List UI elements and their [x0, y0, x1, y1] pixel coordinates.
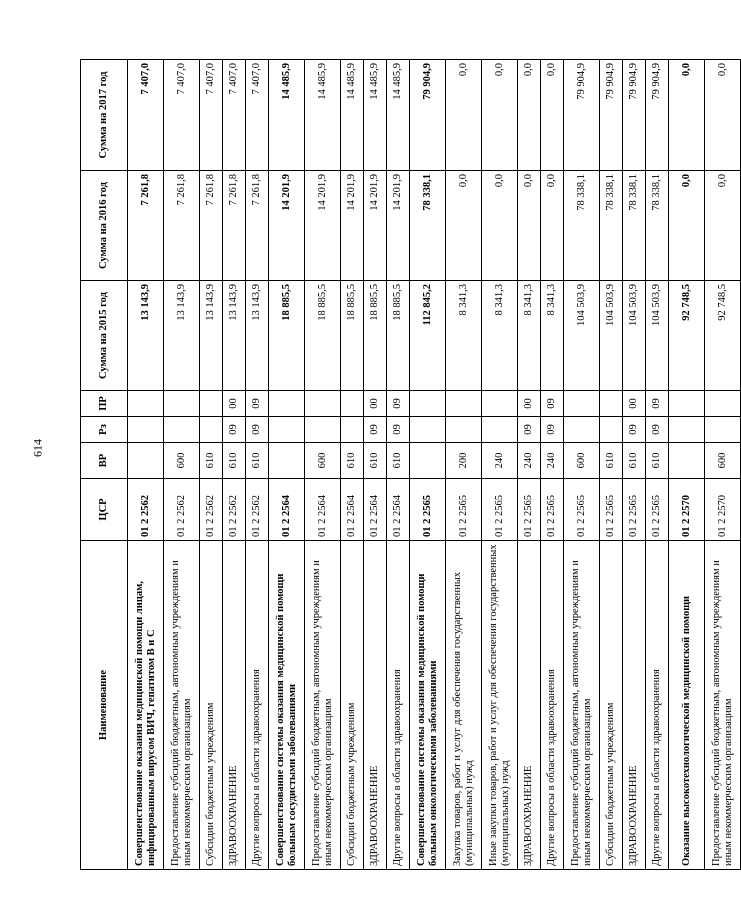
cell-pr: 00 — [223, 391, 246, 417]
cell-pr — [200, 391, 223, 417]
cell-sum-2017: 0,0 — [446, 60, 482, 171]
cell-pr — [564, 391, 600, 417]
cell-vr — [669, 443, 705, 479]
cell-sum-2017: 14 485,9 — [387, 60, 410, 171]
table-row — [387, 60, 410, 870]
table-row — [128, 60, 164, 870]
cell-vr: 600 — [305, 443, 341, 479]
cell-rz: 09 — [364, 417, 387, 443]
cell-name: Закупка товаров, работ и услуг для обеспечения государственных (муниципальных) нужд — [446, 541, 482, 870]
cell-pr — [669, 391, 705, 417]
cell-rz: 09 — [541, 417, 564, 443]
cell-rz — [200, 417, 223, 443]
cell-vr: 610 — [223, 443, 246, 479]
cell-pr: 09 — [541, 391, 564, 417]
cell-vr: 240 — [482, 443, 518, 479]
table-row — [600, 60, 623, 870]
cell-sum-2016: 0,0 — [705, 171, 741, 281]
cell-rz — [341, 417, 364, 443]
cell-rz: 09 — [646, 417, 669, 443]
cell-sum-2017: 79 904,9 — [600, 60, 623, 171]
table-row — [705, 60, 741, 870]
cell-name: Совершенствование системы оказания медицинской помощи больным онкологическими заболеваниями — [410, 541, 446, 870]
cell-rz — [564, 417, 600, 443]
cell-csr: 01 2 2564 — [305, 479, 341, 541]
cell-name: Предоставление субсидий бюджетным, автономным учреждениям и иным некоммерческим организациям — [705, 541, 741, 870]
table-row — [223, 60, 246, 870]
cell-csr: 01 2 2562 — [246, 479, 269, 541]
cell-sum-2015: 13 143,9 — [223, 281, 246, 391]
cell-csr: 01 2 2564 — [341, 479, 364, 541]
header-csr: ЦСР — [81, 479, 128, 541]
cell-pr: 00 — [623, 391, 646, 417]
cell-sum-2016: 7 261,8 — [200, 171, 223, 281]
cell-pr — [164, 391, 200, 417]
cell-rz: 09 — [518, 417, 541, 443]
cell-sum-2016: 14 201,9 — [305, 171, 341, 281]
cell-csr: 01 2 2565 — [623, 479, 646, 541]
table-row — [482, 60, 518, 870]
cell-sum-2017: 7 407,0 — [223, 60, 246, 171]
cell-rz — [600, 417, 623, 443]
cell-sum-2017: 79 904,9 — [564, 60, 600, 171]
cell-vr: 240 — [518, 443, 541, 479]
cell-vr: 610 — [600, 443, 623, 479]
cell-sum-2017: 7 407,0 — [128, 60, 164, 171]
cell-pr: 09 — [387, 391, 410, 417]
cell-pr — [482, 391, 518, 417]
cell-vr: 600 — [164, 443, 200, 479]
cell-csr: 01 2 2565 — [564, 479, 600, 541]
cell-sum-2015: 18 885,5 — [364, 281, 387, 391]
cell-sum-2016: 7 261,8 — [128, 171, 164, 281]
table-row — [269, 60, 305, 870]
cell-sum-2015: 8 341,3 — [482, 281, 518, 391]
cell-rz: 09 — [387, 417, 410, 443]
cell-sum-2017: 14 485,9 — [364, 60, 387, 171]
cell-pr: 09 — [246, 391, 269, 417]
cell-vr — [269, 443, 305, 479]
table-row — [410, 60, 446, 870]
cell-sum-2016: 78 338,1 — [600, 171, 623, 281]
cell-csr: 01 2 2564 — [387, 479, 410, 541]
cell-vr: 610 — [246, 443, 269, 479]
cell-vr: 240 — [541, 443, 564, 479]
cell-name: Совершенствование оказания медицинской помощи лицам, инфицированным вирусом ВИЧ, гепатитом В и С — [128, 541, 164, 870]
cell-name: Иные закупки товаров, работ и услуг для обеспечения государственных (муниципальных) нужд — [482, 541, 518, 870]
budget-table — [80, 59, 741, 870]
cell-pr — [128, 391, 164, 417]
table-body — [128, 60, 741, 870]
cell-name: Другие вопросы в области здравоохранения — [387, 541, 410, 870]
cell-sum-2015: 104 503,9 — [623, 281, 646, 391]
cell-sum-2016: 78 338,1 — [646, 171, 669, 281]
cell-vr: 610 — [387, 443, 410, 479]
cell-name: ЗДРАВООХРАНЕНИЕ — [223, 541, 246, 870]
cell-name: Предоставление субсидий бюджетным, автономным учреждениям и иным некоммерческим организациям — [564, 541, 600, 870]
cell-sum-2017: 0,0 — [705, 60, 741, 171]
cell-name: Субсидии бюджетным учреждениям — [341, 541, 364, 870]
table-row — [564, 60, 600, 870]
cell-sum-2015: 8 341,3 — [541, 281, 564, 391]
cell-sum-2015: 8 341,3 — [518, 281, 541, 391]
cell-vr — [128, 443, 164, 479]
cell-vr: 610 — [623, 443, 646, 479]
cell-rz — [305, 417, 341, 443]
cell-sum-2015: 112 845,2 — [410, 281, 446, 391]
cell-sum-2016: 0,0 — [669, 171, 705, 281]
cell-vr: 600 — [564, 443, 600, 479]
cell-sum-2015: 13 143,9 — [164, 281, 200, 391]
cell-sum-2015: 18 885,5 — [387, 281, 410, 391]
cell-sum-2015: 13 143,9 — [246, 281, 269, 391]
cell-sum-2016: 7 261,8 — [223, 171, 246, 281]
budget-table-container — [80, 60, 734, 870]
header-name: Наименование — [81, 541, 128, 870]
cell-pr — [600, 391, 623, 417]
cell-rz — [705, 417, 741, 443]
cell-vr: 610 — [364, 443, 387, 479]
cell-name: Оказание высокотехнологической медицинской помощи — [669, 541, 705, 870]
cell-csr: 01 2 2565 — [410, 479, 446, 541]
cell-sum-2016: 14 201,9 — [387, 171, 410, 281]
cell-csr: 01 2 2565 — [541, 479, 564, 541]
cell-name: Субсидии бюджетным учреждениям — [600, 541, 623, 870]
cell-csr: 01 2 2565 — [446, 479, 482, 541]
cell-name: Совершенствование системы оказания медицинской помощи больным сосудистыми заболеваниями — [269, 541, 305, 870]
table-row — [669, 60, 705, 870]
page-number: 614 — [30, 439, 45, 457]
cell-name: Субсидии бюджетным учреждениям — [200, 541, 223, 870]
cell-name: ЗДРАВООХРАНЕНИЕ — [623, 541, 646, 870]
cell-sum-2015: 8 341,3 — [446, 281, 482, 391]
cell-name: Другие вопросы в области здравоохранения — [646, 541, 669, 870]
cell-sum-2015: 13 143,9 — [128, 281, 164, 391]
cell-vr: 610 — [646, 443, 669, 479]
table-row — [446, 60, 482, 870]
cell-sum-2016: 0,0 — [482, 171, 518, 281]
cell-rz: 09 — [223, 417, 246, 443]
cell-sum-2017: 79 904,9 — [623, 60, 646, 171]
header-rz: Рз — [81, 417, 128, 443]
cell-sum-2016: 7 261,8 — [164, 171, 200, 281]
cell-pr — [305, 391, 341, 417]
table-row — [623, 60, 646, 870]
cell-csr: 01 2 2565 — [482, 479, 518, 541]
cell-sum-2017: 0,0 — [518, 60, 541, 171]
cell-name: Предоставление субсидий бюджетным, автономным учреждениям и иным некоммерческим организациям — [164, 541, 200, 870]
cell-sum-2017: 7 407,0 — [246, 60, 269, 171]
cell-pr — [705, 391, 741, 417]
cell-sum-2016: 14 201,9 — [364, 171, 387, 281]
cell-pr: 09 — [646, 391, 669, 417]
header-sum-2016: Сумма на 2016 год — [81, 171, 128, 281]
cell-sum-2015: 13 143,9 — [200, 281, 223, 391]
table-row — [341, 60, 364, 870]
cell-sum-2017: 0,0 — [482, 60, 518, 171]
cell-sum-2017: 14 485,9 — [341, 60, 364, 171]
cell-csr: 01 2 2565 — [518, 479, 541, 541]
cell-rz: 09 — [246, 417, 269, 443]
table-row — [200, 60, 223, 870]
cell-csr: 01 2 2562 — [200, 479, 223, 541]
cell-sum-2017: 0,0 — [541, 60, 564, 171]
cell-sum-2016: 14 201,9 — [341, 171, 364, 281]
cell-rz — [269, 417, 305, 443]
cell-sum-2016: 78 338,1 — [564, 171, 600, 281]
cell-csr: 01 2 2564 — [269, 479, 305, 541]
cell-pr — [341, 391, 364, 417]
cell-sum-2017: 79 904,9 — [410, 60, 446, 171]
cell-sum-2015: 18 885,5 — [341, 281, 364, 391]
header-sum-2017: Сумма на 2017 год — [81, 60, 128, 171]
cell-csr: 01 2 2570 — [669, 479, 705, 541]
cell-sum-2017: 7 407,0 — [200, 60, 223, 171]
cell-sum-2016: 7 261,8 — [246, 171, 269, 281]
cell-name: ЗДРАВООХРАНЕНИЕ — [518, 541, 541, 870]
cell-rz — [446, 417, 482, 443]
header-sum-2015: Сумма на 2015 год — [81, 281, 128, 391]
cell-sum-2015: 104 503,9 — [646, 281, 669, 391]
cell-sum-2015: 104 503,9 — [564, 281, 600, 391]
cell-sum-2016: 0,0 — [446, 171, 482, 281]
cell-csr: 01 2 2562 — [164, 479, 200, 541]
table-row — [541, 60, 564, 870]
cell-pr — [269, 391, 305, 417]
cell-rz — [164, 417, 200, 443]
cell-sum-2017: 14 485,9 — [305, 60, 341, 171]
cell-sum-2016: 78 338,1 — [410, 171, 446, 281]
cell-csr: 01 2 2570 — [705, 479, 741, 541]
cell-sum-2015: 92 748,5 — [669, 281, 705, 391]
table-row — [364, 60, 387, 870]
cell-sum-2017: 14 485,9 — [269, 60, 305, 171]
cell-sum-2016: 78 338,1 — [623, 171, 646, 281]
cell-vr: 200 — [446, 443, 482, 479]
cell-rz — [128, 417, 164, 443]
cell-rz — [410, 417, 446, 443]
cell-name: Предоставление субсидий бюджетным, автономным учреждениям и иным некоммерческим организациям — [305, 541, 341, 870]
cell-pr — [410, 391, 446, 417]
table-row — [164, 60, 200, 870]
cell-sum-2015: 18 885,5 — [269, 281, 305, 391]
table-row — [646, 60, 669, 870]
cell-sum-2016: 0,0 — [541, 171, 564, 281]
cell-name: Другие вопросы в области здравоохранения — [246, 541, 269, 870]
cell-sum-2016: 14 201,9 — [269, 171, 305, 281]
cell-csr: 01 2 2562 — [223, 479, 246, 541]
table-row — [246, 60, 269, 870]
cell-csr: 01 2 2562 — [128, 479, 164, 541]
cell-csr: 01 2 2565 — [646, 479, 669, 541]
cell-rz — [482, 417, 518, 443]
cell-pr: 00 — [518, 391, 541, 417]
cell-pr: 00 — [364, 391, 387, 417]
cell-rz — [669, 417, 705, 443]
table-row — [305, 60, 341, 870]
cell-sum-2016: 0,0 — [518, 171, 541, 281]
cell-sum-2017: 0,0 — [669, 60, 705, 171]
cell-sum-2015: 18 885,5 — [305, 281, 341, 391]
header-vr: ВР — [81, 443, 128, 479]
cell-vr: 610 — [200, 443, 223, 479]
cell-vr — [410, 443, 446, 479]
cell-sum-2017: 79 904,9 — [646, 60, 669, 171]
cell-sum-2015: 104 503,9 — [600, 281, 623, 391]
cell-pr — [446, 391, 482, 417]
cell-csr: 01 2 2565 — [600, 479, 623, 541]
cell-name: Другие вопросы в области здравоохранения — [541, 541, 564, 870]
cell-name: ЗДРАВООХРАНЕНИЕ — [364, 541, 387, 870]
cell-sum-2017: 7 407,0 — [164, 60, 200, 171]
cell-csr: 01 2 2564 — [364, 479, 387, 541]
header-pr: ПР — [81, 391, 128, 417]
table-row — [518, 60, 541, 870]
cell-vr: 610 — [341, 443, 364, 479]
cell-vr: 600 — [705, 443, 741, 479]
header-row — [81, 60, 128, 870]
cell-sum-2015: 92 748,5 — [705, 281, 741, 391]
cell-rz: 09 — [623, 417, 646, 443]
